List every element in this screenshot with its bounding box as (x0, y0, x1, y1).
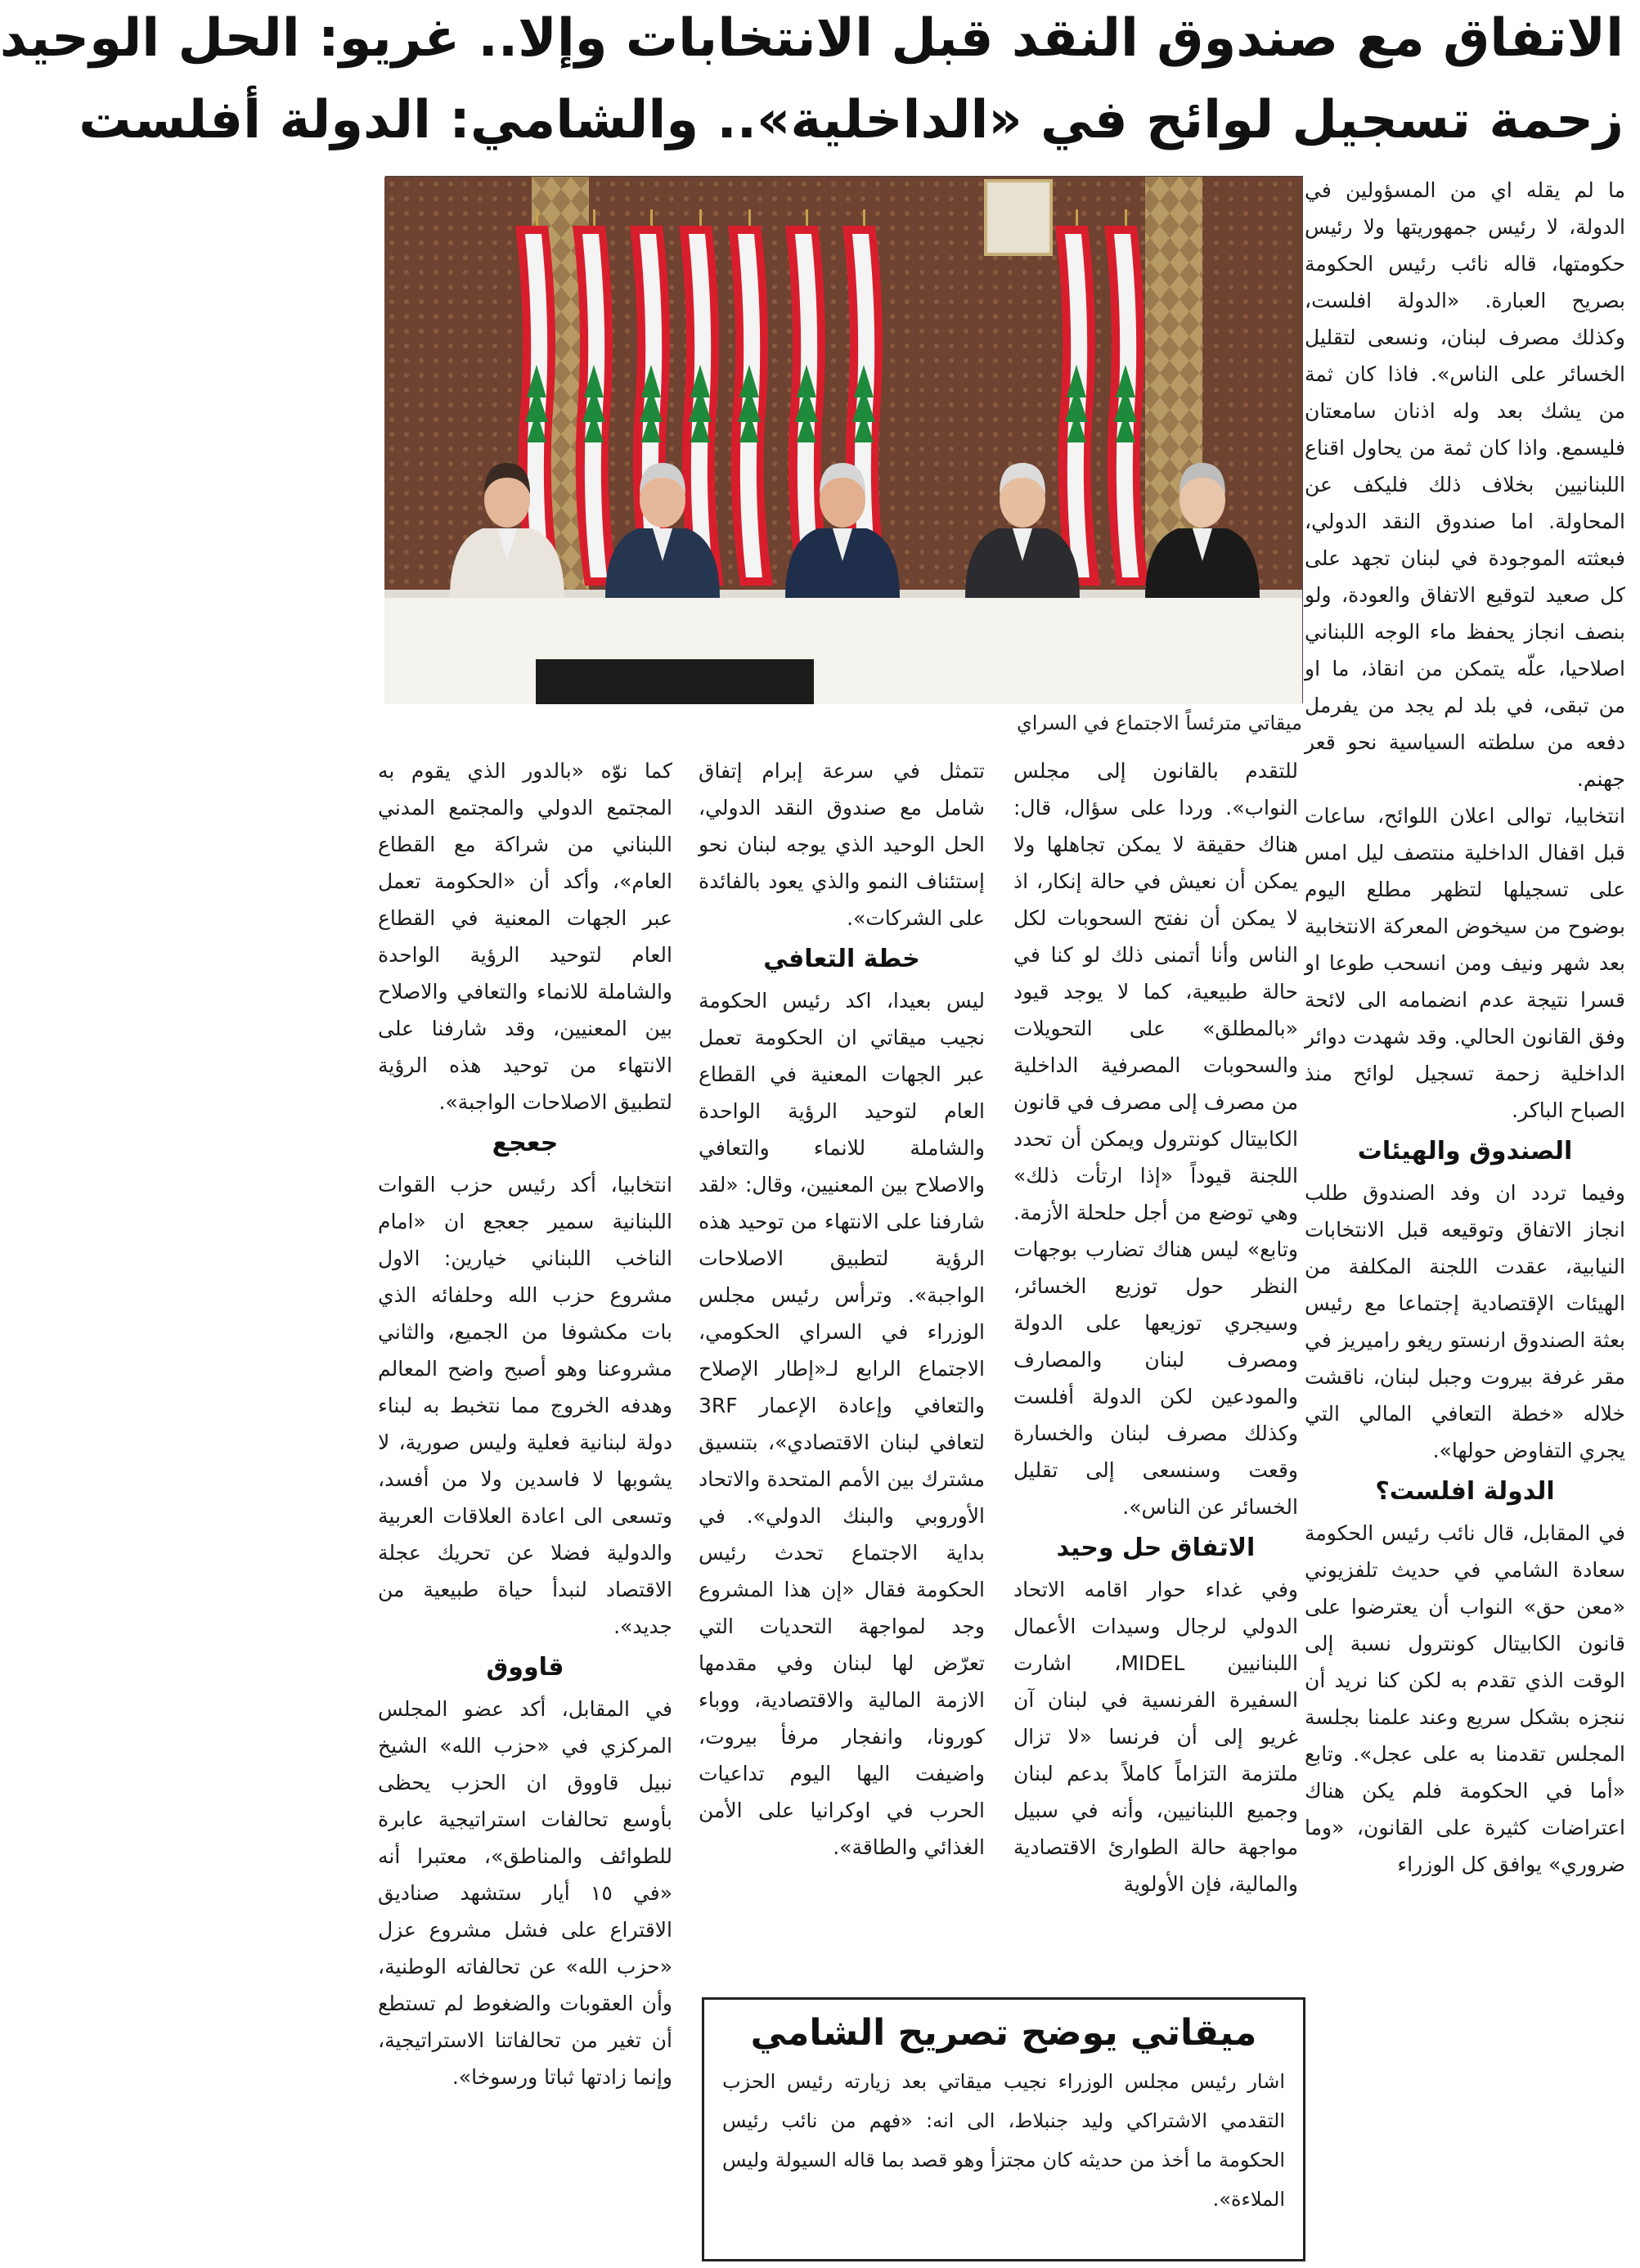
paragraph: في المقابل، أكد عضو المجلس المركزي في «حزب الله» الشيخ نبيل قاووق ان الحزب يحظى بأوسع تحالفات استراتيجية عابرة للطوائف والمناطق»، معتبرا أنه «في ١٥ أيار ستشهد صناديق الاقتراع على فشل مشروع عزل «حزب الله» عن تحالفاته الوطنية، وأن العقوبات والضغوط لم تستطع أن تغير من تحالفاتنا الاستراتيجية، وإنما زادتها ثباتا ورسوخا». (378, 1697, 673, 2089)
headline-line-1: الاتفاق مع صندوق النقد قبل الانتخابات وإلا.. غريو: الحل الوحيد (0, 8, 1624, 69)
subheading: قاووق (486, 1653, 564, 1682)
article-column-3 (1013, 752, 1298, 1896)
meeting-photo-illustration (384, 177, 1302, 704)
subheading: الدولة افلست؟ (1375, 1477, 1555, 1506)
paragraph: انتخابيا، أكد رئيس حزب القوات اللبنانية سمير جعجع ان «امام الناخب اللبناني خيارين: الاول مشروع حزب الله وحلفائه الذي بات مكشوفا من الجميع، والثاني مشروعنا وهو أصبح واضح المعالم وهدفه الخروج مما نتخبط به لبناء دولة لبنانية فعلية وليس صورية، لا يشوبها لا فاسدين ولا من أفسد، وتسعى الى اعادة العلاقات العربية والدولية فضلا عن تحريك عجلة الاقتصاد لنبدأ حياة طبيعية من جديد». (378, 1173, 672, 1638)
paragraph: وفيما تردد ان وفد الصندوق طلب انجاز الاتفاق وتوقيعه قبل الانتخابات النيابية، عقدت اللجنة المكلفة من الهيئات الإقتصادية إجتماعا مع رئيس بعثة الصندوق ارنستو ريغو راميريز في مقر غرفة بيروت وجبل لبنان، ناقشت خلاله «خطة التعافي المالي التي يجري التفاوض حولها». (1305, 1181, 1625, 1462)
article-column-2 (699, 752, 985, 1994)
paragraph: ليس بعيدا، اكد رئيس الحكومة نجيب ميقاتي ان الحكومة تعمل عبر الجهات المعنية في القطاع العام لتوحيد الرؤية الواحدة والشاملة للانماء والتعافي والاصلاح بين المعنيين، وقال: «لقد شارفنا على الانتهاء من توحيد هذه الرؤية لتطبيق الاصلاحات الواجبة». وترأس رئيس مجلس الوزراء في السراي الحكومي، الاجتماع الرابع لـ«إطار الإصلاح والتعافي وإعادة الإعمار 3RF لتعافي لبنان الاقتصادي»، بتنسيق مشترك بين الأمم المتحدة والاتحاد الأوروبي والبنك الدولي». في بداية الاجتماع تحدث رئيس الحكومة فقال «إن هذا المشروع وجد لمواجهة التحديات التي تعرّض لها لبنان وفي مقدمها الازمة المالية والاقتصادية، ووباء كورونا، وانفجار مرفأ بيروت، واضيفت اليها اليوم تداعيات الحرب في اوكرانيا على الأمن الغذائي والطاقة». (699, 989, 985, 1859)
paragraph: وفي غداء حوار اقامه الاتحاد الدولي لرجال وسيدات الأعمال اللبنانيين MIDEL، اشارت السفيرة الفرنسية في لبنان آن غريو إلى أن فرنسا «لا تزال ملتزمة التزاماً كاملاً بدعم لبنان وجميع اللبنانيين، وأنه في سبيل مواجهة حالة الطوارئ الاقتصادية والمالية، فإن الأولوية (1013, 1578, 1298, 1896)
subheading: خطة التعافي (763, 945, 920, 973)
headline-line-2: زحمة تسجيل لوائح في «الداخلية».. والشامي: الدولة أفلست (79, 90, 1624, 150)
paragraph: ما لم يقله اي من المسؤولين في الدولة، لا رئيس جمهوريتها ولا رئيس حكومتها، قاله نائب رئيس الحكومة بصريح العبارة. «الدولة افلست، وكذلك مصرف لبنان، ونسعى لتقليل الخسائر على الناس». فاذا كان ثمة من يشك بعد وله اذنان سامعتان فليسمع. واذا كان ثمة من يحاول اقناع اللبنانيين بخلاف ذلك فليكف عن المحاولة. اما صندوق النقد الدولي، فبعثته الموجودة في لبنان تجهد على كل صعيد لتوقيع الاتفاق والعودة، ولو بنصف انجاز يحفظ ماء الوجه اللبناني اصلاحيا، علّه يتمكن من انقاذ، ما او من تبقى، في بلد لم يجد من يفرمل دفعه من سلطته السياسية نحو قعر جهنم. (1305, 178, 1625, 791)
paragraph: انتخابيا، توالى اعلان اللوائح، ساعات قبل اقفال الداخلية منتصف ليل امس على تسجيلها لتظهر مطلع اليوم بوضوح من سيخوض المعركة الانتخابية بعد شهر ونيف ومن انسحب طوعا او قسرا نتيجة عدم انضمامه الى لائحة وفق القانون الحالي. وقد شهدت دوائر الداخلية زحمة تسجيل لوائح منذ الصباح الباكر. (1305, 804, 1625, 1122)
subheading: جعجع (492, 1129, 559, 1157)
paragraph: للتقدم بالقانون إلى مجلس النواب». وردا على سؤال، قال: هناك حقيقة لا يمكن تجاهلها ولا يمكن أن نعيش في حالة إنكار، اذ لا يمكن أن نفتح السحوبات لكل الناس وأنا أتمنى ذلك لو كنا في حالة طبيعية، كما لا يوجد قيود «بالمطلق» على التحويلات والسحوبات المصرفية الداخلية من مصرف إلى مصرف في قانون الكابيتال كونترول ويمكن أن تحدد اللجنة قيوداً «إذا ارتأت ذلك» وهي توضع من أجل حلحلة الأزمة. وتابع» ليس هناك تضارب بوجهات النظر حول توزيع الخسائر، وسيجري توزيعها على الدولة ومصرف لبنان والمصارف والمودعين لكن الدولة أفلست وكذلك مصرف لبنان والخسارة وقعت وسنسعى إلى تقليل الخسائر عن الناس». (1013, 759, 1298, 1519)
article-column-right (1305, 172, 1625, 2261)
subheading: الاتفاق حل وحيد (1056, 1534, 1256, 1562)
photo-caption: ميقاتي مترئساً الاجتماع في السراي (1017, 712, 1302, 734)
sidebar-box-text: اشار رئيس مجلس الوزراء نجيب ميقاتي بعد زيارته رئيس الحزب التقدمي الاشتراكي وليد جنبلاط، الى انه: «فهم من نائب رئيس الحكومة ما أخذ من حديثه كان مجتزأ وهو قصد بما قاله السيولة وليس الملاءة». (722, 2070, 1285, 2211)
meeting-photo (385, 176, 1303, 703)
paragraph: كما نوّه «بالدور الذي يقوم به المجتمع الدولي والمجتمع المدني اللبناني من شراكة مع القطاع العام»، وأكد أن «الحكومة تعمل عبر الجهات المعنية في القطاع العام لتوحيد الرؤية الواحدة والشاملة للانماء والتعافي والاصلاح بين المعنيين، وقد شارفنا على الانتهاء من توحيد هذه الرؤية لتطبيق الاصلاحات الواجبة». (378, 759, 672, 1114)
subheading: الصندوق والهيئات (1357, 1137, 1573, 1165)
sidebar-box (702, 1997, 1305, 2261)
paragraph: في المقابل، قال نائب رئيس الحكومة سعادة الشامي في حديث تلفزيوني «معن حق» النواب أن يعترضوا على قانون الكابيتال كونترول نسبة إلى الوقت الذي تقدم به لكن كنا نريد أن ننجزه بشكل سريع وعند علمنا بجلسة المجلس تقدمنا به على عجل». وتابع «أما في الحكومة فلم يكن هناك اعتراضات كثيرة على القانون، «وما ضروري» يوافق كل الوزراء (1305, 1521, 1625, 1876)
article-column-1 (378, 752, 672, 2261)
sidebar-box-title: ميقاتي يوضح تصريح الشامي (750, 2012, 1257, 2054)
paragraph: تتمثل في سرعة إبرام إتفاق شامل مع صندوق النقد الدولي، الحل الوحيد الذي يوجه لبنان نحو إستئناف النمو والذي يعود بالفائدة على الشركات». (699, 759, 985, 930)
